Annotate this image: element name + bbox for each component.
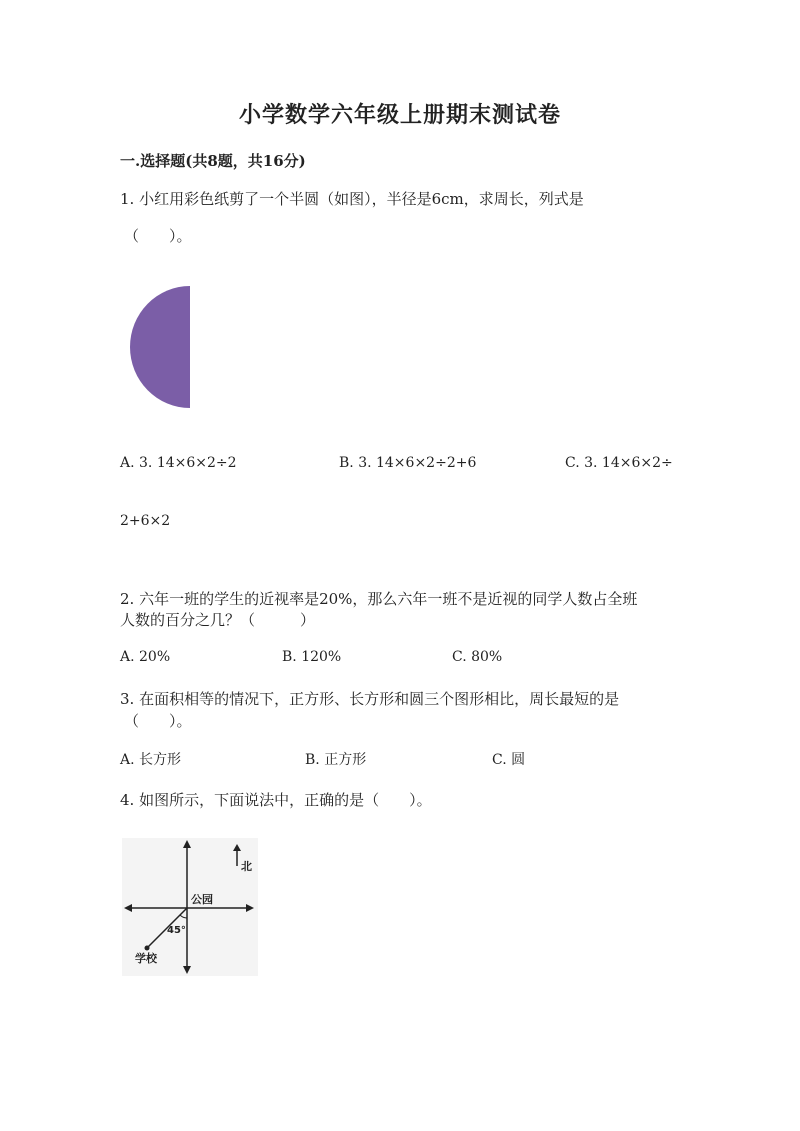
question-1-text-line2: （ ）。 [124,227,192,245]
question-1-option-a[interactable]: A. 3. 14×6×2÷2 [120,455,237,471]
question-3-option-c[interactable]: C. 圆 [492,752,526,768]
question-3-option-a[interactable]: A. 长方形 [120,752,182,768]
question-1-option-b[interactable]: B. 3. 14×6×2÷2+6 [339,455,477,471]
park-label: 公园 [191,893,213,906]
semicircle-figure [128,284,194,410]
north-label: 北 [241,860,252,873]
question-2-option-c[interactable]: C. 80% [452,649,503,665]
question-3-option-b[interactable]: B. 正方形 [305,752,367,768]
semicircle-shape [130,286,190,408]
question-3-text-line1: 3. 在面积相等的情况下，正方形、长方形和圆三个图形相比，周长最短的是 [120,690,620,708]
direction-map-figure [122,838,258,976]
section-heading: 一.选择题(共8题，共16分) [120,152,306,170]
school-label: 学校 [135,952,157,965]
question-3-text-line2: （ ）。 [124,712,192,730]
question-1-option-c[interactable]: C. 3. 14×6×2÷ [565,455,673,471]
question-2-text-line2: 人数的百分之几？（ ） [120,611,316,629]
question-2-text-line1: 2. 六年一班的学生的近视率是20%，那么六年一班不是近视的同学人数占全班 [120,590,638,608]
school-point [145,946,150,951]
question-1-text-line1: 1. 小红用彩色纸剪了一个半圆（如图），半径是6cm，求周长，列式是 [120,190,584,208]
question-1-option-c-continued: 2+6×2 [120,513,171,529]
page-title: 小学数学六年级上册期末测试卷 [238,102,561,128]
question-4-text: 4. 如图所示，下面说法中，正确的是（ ）。 [120,791,432,809]
question-2-option-a[interactable]: A. 20% [120,649,171,665]
question-2-option-b[interactable]: B. 120% [282,649,342,665]
angle-label: 45° [167,925,186,936]
